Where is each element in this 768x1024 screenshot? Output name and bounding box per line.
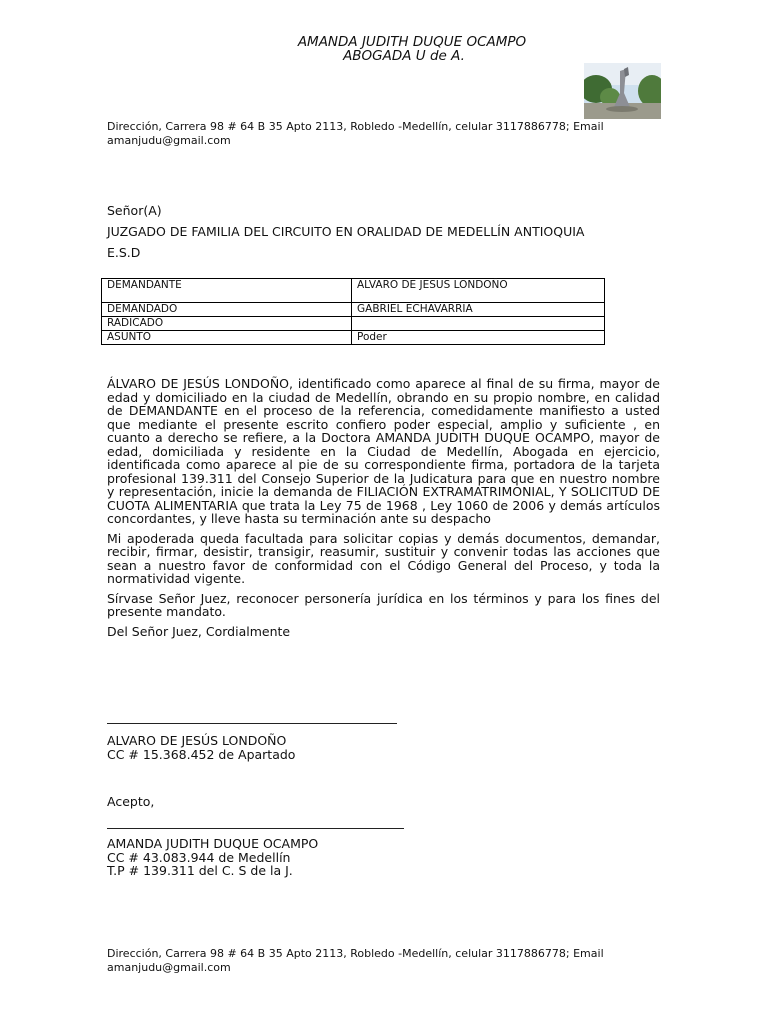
address-footer (107, 947, 627, 975)
body-paragraph: Mi apoderada queda facultada para solicitar copias y demás documentos, demandar, recibir, firmar, desistir, transigir, reasumir, sustituir y convenir todas las acciones que sean a nuestro favor de conformidad con el Código General del Proceso, y toda la normatividad vigente. (107, 530, 660, 586)
esd-text: E.S.D (107, 245, 141, 260)
signer-name: ALVARO DE JESÚS LONDOÑO (107, 733, 287, 748)
table-row (102, 303, 605, 317)
signer-tp: T.P # 139.311 del C. S de la J. (107, 863, 293, 878)
signer-name: AMANDA JUDITH DUQUE OCAMPO (107, 836, 319, 851)
email-text: amanjudu@gmail.com (107, 961, 231, 974)
salutation: Señor(A) (107, 203, 162, 218)
court-name: JUZGADO DE FAMILIA DEL CIRCUITO EN ORALIDAD DE MEDELLÍN ANTIOQUIA (107, 224, 585, 239)
table-row (102, 279, 605, 303)
signature-line (107, 723, 397, 724)
table-label: RADICADO (102, 317, 352, 331)
body-paragraph: Sírvase Señor Juez, reconocer personería jurídica en los términos y para los fines del presente mandato. (107, 590, 660, 619)
address-line: Dirección, Carrera 98 # 64 B 35 Apto 2113, Robledo -Medellín, celular 3117886778; Email (107, 947, 604, 960)
table-value: ALVARO DE JESUS LONDOÑO (352, 279, 605, 303)
signature-block (107, 734, 295, 761)
signer-id: CC # 15.368.452 de Apartado (107, 746, 296, 762)
acceptance-label: Acepto, (107, 794, 155, 809)
table-value: GABRIEL ECHAVARRIA (352, 303, 605, 317)
email-text: amanjudu@gmail.com (107, 134, 231, 147)
table-value (352, 317, 605, 331)
body-paragraph: ÁLVARO DE JESÚS LONDOÑO, identificado como aparece al final de su firma, mayor de edad y domiciliado en la ciudad de Medellín, obrando en su propio nombre, en calidad de DEMANDANTE en el proceso de la referencia, comedidamente manifiesto a usted que mediante el presente escrito confiero poder especial, amplio y suficiente , en cuanto a derecho se refiere, a la Doctora AMANDA JUDITH DUQUE OCAMPO, mayor de edad, domiciliada y residente en la Ciudad de Medellín, Abogada en ejercicio, identificada como aparece al pie de su correspondiente firma, portadora de la tarjeta profesional 139.311 del Consejo Superior de la Judicatura para que en nuestro nombre y representación, inicie la demanda de FILIACIÓN EXTRAMATRIMONIAL, Y SOLICITUD DE CUOTA ALIMENTARIA que trata la Ley 75 de 1968 , Ley 1060 de 2006 y demás artículos concordantes, y lleve hasta su terminación ante su despacho (107, 376, 660, 526)
table-row (102, 331, 605, 345)
table-label: ASUNTO (102, 331, 352, 345)
header-name: AMANDA JUDITH DUQUE OCAMPO (297, 34, 527, 50)
table-label: DEMANDADO (102, 303, 352, 317)
address-line: Dirección, Carrera 98 # 64 B 35 Apto 2113, Robledo -Medellín, celular 3117886778; Email (107, 120, 604, 133)
signature-block (107, 837, 318, 878)
signer-id: CC # 43.083.944 de Medellín (107, 849, 291, 865)
case-info-table (101, 278, 605, 345)
table-value: Poder (352, 331, 605, 345)
header-title: ABOGADA U de A. (343, 48, 465, 64)
signature-line (107, 828, 404, 829)
document-body (107, 377, 660, 644)
closing-text: Del Señor Juez, Cordialmente (107, 623, 291, 639)
plaza-sculpture-photo (584, 63, 661, 119)
address-header (107, 120, 627, 148)
table-row (102, 317, 605, 331)
table-label: DEMANDANTE (102, 279, 352, 303)
